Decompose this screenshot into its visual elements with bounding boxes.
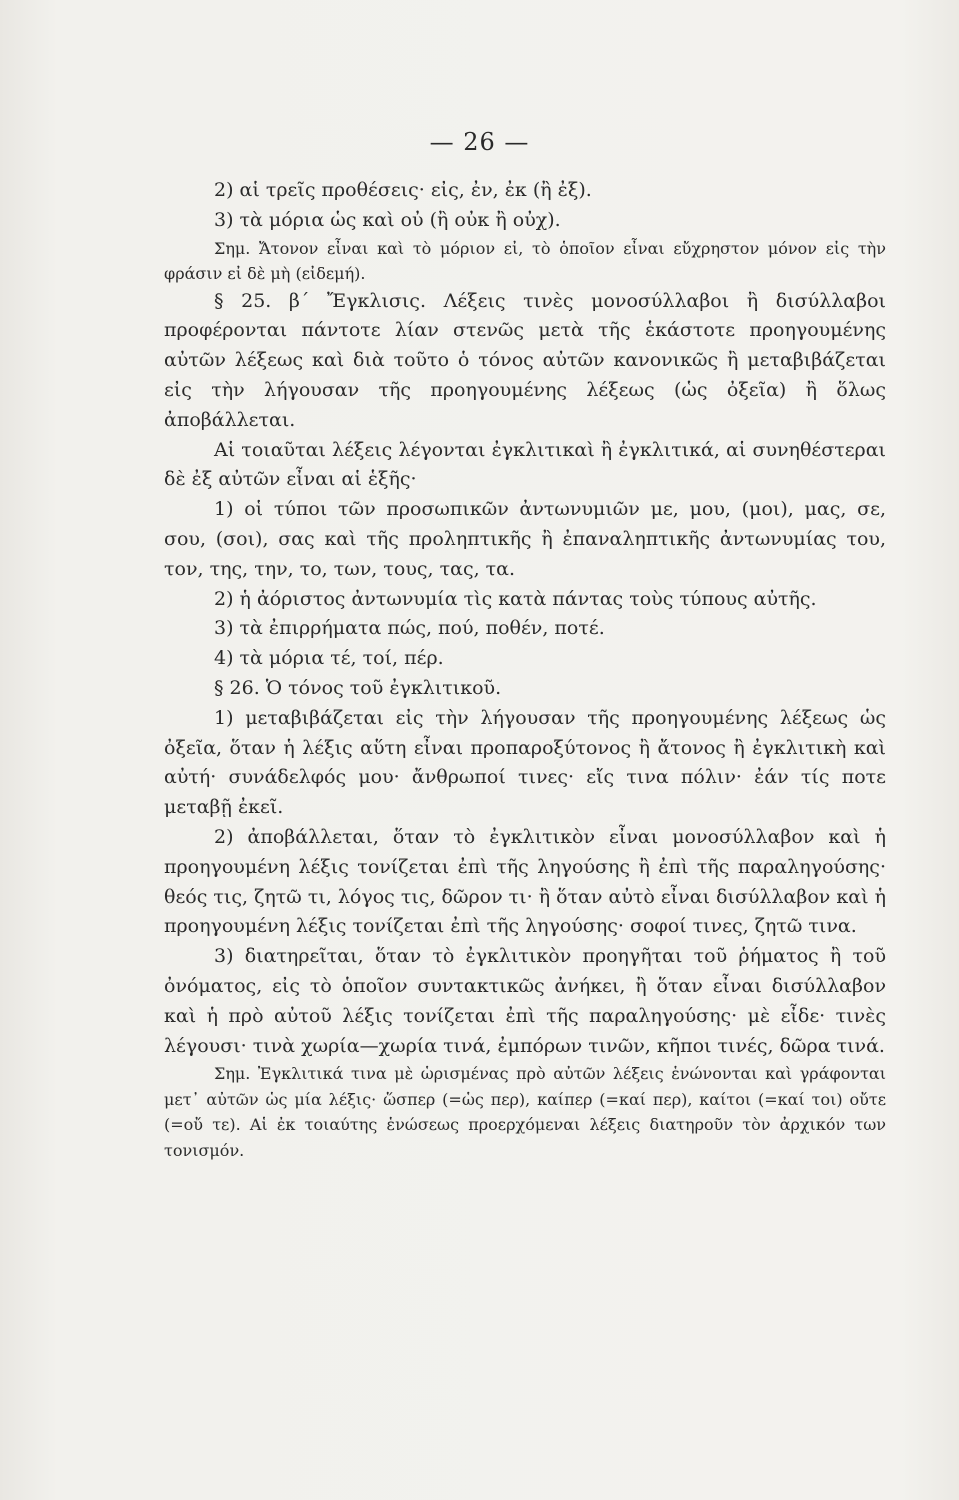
enclitics-item-4: 4) τὰ μόρια τέ, τοί, πέρ. bbox=[214, 647, 444, 670]
enclitics-item-2: 2) ἡ ἀόριστος ἀντωνυμία τὶς κατὰ πάντας τοὺς τύπους αὐτῆς. bbox=[214, 587, 817, 610]
list-item-particles: 3) τὰ μόρια ὡς καὶ οὐ (ἢ οὐκ ἢ οὐχ). bbox=[214, 208, 561, 231]
enclitics-intro-paragraph: Αἱ τοιαῦται λέξεις λέγονται ἐγκλιτικαὶ ἢ ἐγκλιτικά, αἱ συνηθέστεραι δὲ ἐξ αὐτῶν εἶναι αἱ ἑξῆς· bbox=[164, 438, 886, 491]
list-item-prepositions: 2) αἱ τρεῖς προθέσεις· εἰς, ἐν, ἐκ (ἢ ἐξ). bbox=[214, 179, 592, 201]
enclitics-item-1: 1) οἱ τύποι τῶν προσωπικῶν ἀντωνυμιῶν με, μου, (μοι), μας, σε, σου, (σοι), σας καὶ τῆς προληπτικῆς ἢ ἐπαναληπτικῆς ἀντωνυμίας του, τον, της, την, το, των, τους, τας, τα. bbox=[164, 498, 886, 580]
section-26-heading: § 26. Ὁ τόνος τοῦ ἐγκλιτικοῦ. bbox=[214, 676, 502, 699]
rule-3-paragraph: 3) διατηρεῖται, ὅταν τὸ ἐγκλιτικὸν προηγῆται τοῦ ῥήματος ἢ τοῦ ὀνόματος, εἰς τὸ ὁποῖον συντακτικῶς ἀνήκει, ἢ ὅταν εἶναι δισύλλαβον καὶ ἡ πρὸ αὐτοῦ λέξις τονίζεται ἐπὶ τῆς παραληγούσης· μὲ εἶδε· τινὲς λέγουσι· τινὰ χωρία—χωρία τινά, ἐμπόρων τινῶν, κῆποι τινές, δῶρα τινά. bbox=[164, 945, 886, 1057]
note-paragraph: Σημ. Ἄτονον εἶναι καὶ τὸ μόριον εἰ, τὸ ὁποῖον εἶναι εὔχρηστον μόνον εἰς τὴν φράσιν εἰ δὲ μὴ (εἰδεμή). bbox=[164, 238, 886, 284]
enclitics-item-3: 3) τὰ ἐπιρρήματα πώς, πού, ποθέν, ποτέ. bbox=[214, 617, 605, 640]
rule-2-paragraph: 2) ἀποβάλλεται, ὅταν τὸ ἐγκλιτικὸν εἶναι μονοσύλλαβον καὶ ἡ προηγουμένη λέξις τονίζεται ἐπὶ τῆς ληγούσης ἢ ἐπὶ τῆς παραληγούσης· θεός τις, ζητῶ τι, λόγος τις, δῶρον τι· ἢ ὅταν αὐτὸ εἶναι δισύλλαβον καὶ ἡ προηγουμένη λέξις τονίζεται ἐπὶ τῆς ληγούσης· σοφοί τινες, ζητῶ τινα. bbox=[164, 825, 886, 938]
final-note-paragraph: Σημ. Ἐγκλιτικά τινα μὲ ὡρισμένας πρὸ αὐτῶν λέξεις ἑνώνονται καὶ γράφονται μετ᾽ αὐτῶν ὡς μία λέξις· ὥσπερ (=ὡς περ), καίπερ (=καί περ), καίτοι (=καί τοι) οὔτε (=οὔ τε). Αἱ ἐκ τοιαύτης ἑνώσεως προερχόμεναι λέξεις διατηροῦν τὸν ἀρχικόν των τονισμόν. bbox=[164, 1064, 886, 1160]
section-25-paragraph: § 25. β΄ Ἔγκλισις. Λέξεις τινὲς μονοσύλλαβοι ἢ δισύλλαβοι προφέρονται πάντοτε λίαν στενῶς μετὰ τῆς ἑκάστοτε προηγουμένης αὐτῶν λέξεως καὶ διὰ τοῦτο ὁ τόνος αὐτῶν κανονικῶς ἢ μεταβιβάζεται εἰς τὴν λήγουσαν τῆς προηγουμένης λέξεως (ὡς ὀξεῖα) ἢ ὅλως ἀποβάλλεται. bbox=[164, 289, 886, 431]
page-number: — 26 — bbox=[429, 128, 530, 156]
body-text bbox=[164, 176, 886, 1163]
rule-1-paragraph: 1) μεταβιβάζεται εἰς τὴν λήγουσαν τῆς προηγουμένης λέξεως ὡς ὀξεῖα, ὅταν ἡ λέξις αὕτη εἶναι προπαροξύτονος ἢ ἄτονος ἢ ἐγκλιτικὴ καὶ αὐτή· συνάδελφός μου· ἄνθρωποί τινες· εἴς τινα πόλιν· ἐάν τίς ποτε μεταβῇ ἐκεῖ. bbox=[164, 706, 886, 819]
